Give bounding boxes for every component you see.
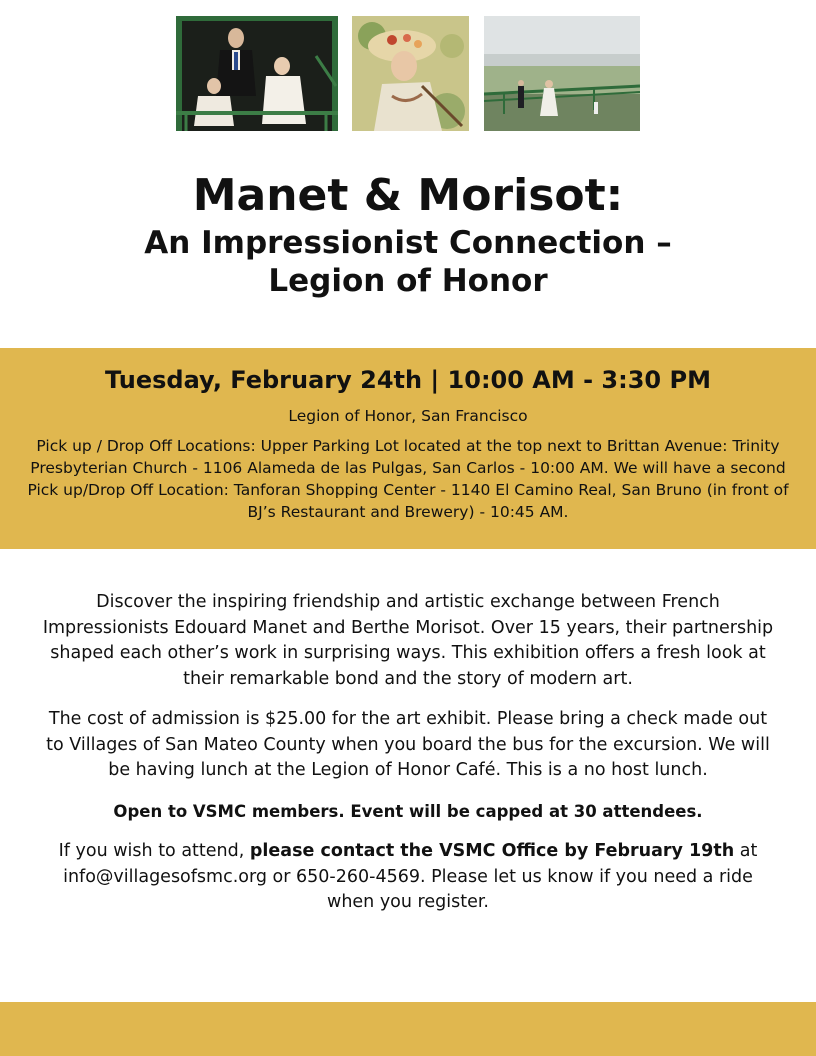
manet-the-balcony-painting [176, 16, 338, 131]
contact-deadline: please contact the VSMC Office by February 19th [249, 841, 735, 861]
event-details-band [0, 348, 816, 549]
event-cost: The cost of admission is $25.00 for the art exhibit. Please bring a check made out to Villages of San Mateo County when you board the bus for the excursion. We will be having lunch at the Legion of Honor Café. This is a no host lunch. [46, 709, 770, 780]
event-open-notice: Open to VSMC members. Event will be capped at 30 attendees. [113, 801, 703, 821]
event-contact [40, 839, 776, 916]
title-block [0, 168, 816, 300]
event-venue: Legion of Honor, San Francisco [288, 407, 528, 425]
footer-band [0, 1002, 816, 1056]
page-title: Manet & Morisot: [192, 170, 624, 221]
morisot-view-of-paris-painting [484, 16, 640, 131]
painting-row [0, 16, 816, 132]
contact-suffix: at info@villagesofsmc.org or 650-260-4569. Please let us know if you need a ride when you register. [63, 841, 758, 912]
event-pickup-locations: Pick up / Drop Off Locations: Upper Parking Lot located at the top next to Brittan Avenue: Trinity Presbyterian Church - 1106 Alameda de las Pulgas, San Carlos - 10:00 AM. We will have a second Pick up/Drop Off Location: Tanforan Shopping Center - 1140 El Camino Real, San Bruno (in front of BJ’s Restaurant and Brewery) - 10:45 AM. [27, 437, 789, 521]
page-subtitle-line-2: Legion of Honor [268, 263, 548, 299]
manet-spring-painting [352, 16, 469, 131]
event-description: Discover the inspiring friendship and artistic exchange between French Impressionists Edouard Manet and Berthe Morisot. Over 15 years, their partnership shaped each other’s work in surprising ways. This exhibition offers a fresh look at their remarkable bond and the story of modern art. [42, 592, 774, 689]
contact-prefix: If you wish to attend, [58, 841, 250, 861]
event-body [40, 590, 776, 931]
page-subtitle-line-1: An Impressionist Connection – [144, 225, 672, 261]
event-date-time: Tuesday, February 24th | 10:00 AM - 3:30 PM [105, 366, 711, 394]
